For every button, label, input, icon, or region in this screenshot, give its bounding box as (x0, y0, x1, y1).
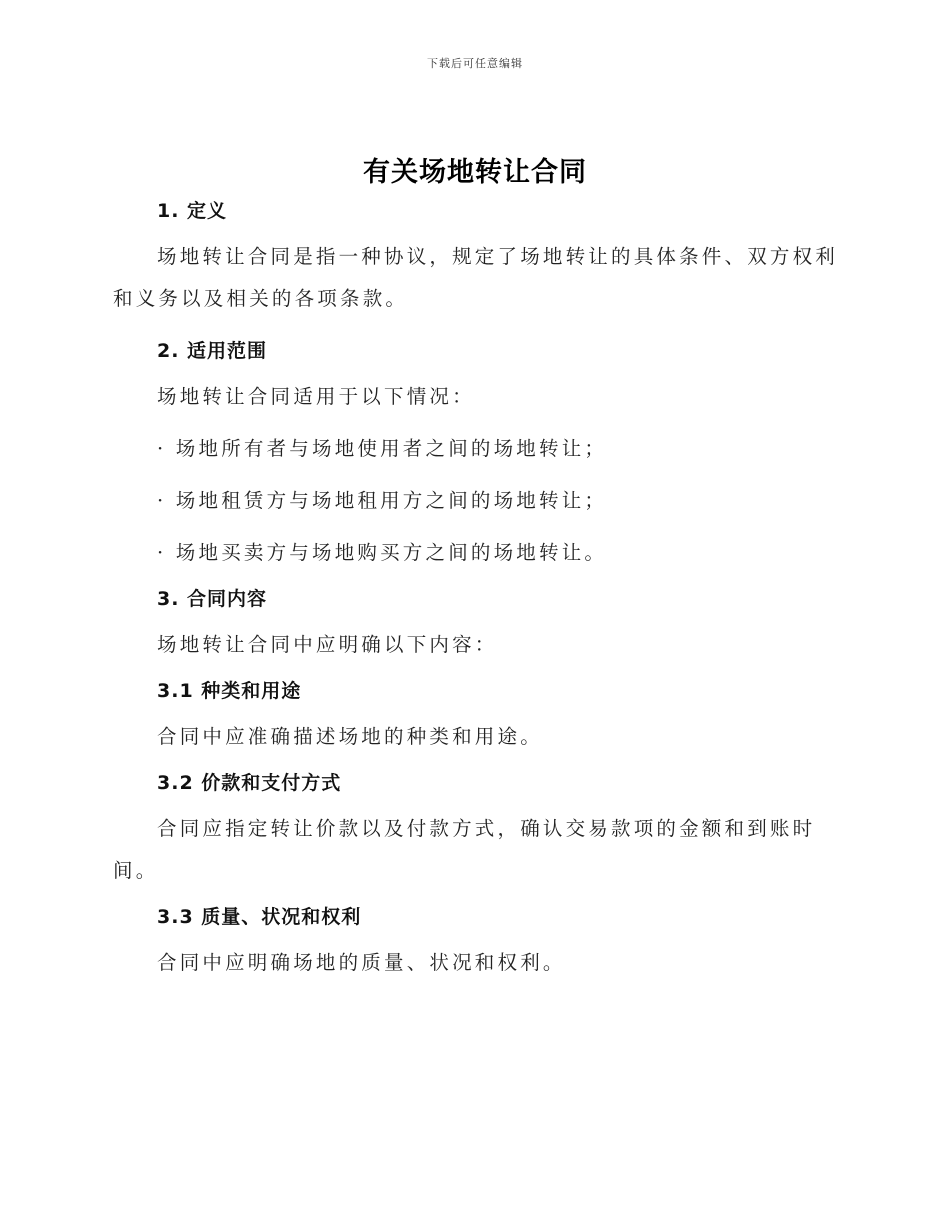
document-title: 有关场地转让合同 (363, 157, 587, 188)
section-heading-definition: 1. 定义 (157, 200, 228, 222)
bullet-item: · 场地买卖方与场地购买方之间的场地转让。 (157, 541, 608, 564)
paragraph: 场地转让合同适用于以下情况： (157, 385, 475, 408)
paragraph: 场地转让合同中应明确以下内容： (157, 633, 498, 656)
subsection-heading-type-usage: 3.1 种类和用途 (157, 680, 302, 702)
header-note: 下载后可任意编辑 (427, 57, 523, 70)
document-body (113, 196, 843, 984)
paragraph: 场地转让合同是指一种协议，规定了场地转让的具体条件、双方权利和义务以及相关的各项条款。 (113, 245, 839, 310)
bullet-item: · 场地所有者与场地使用者之间的场地转让； (157, 437, 608, 460)
paragraph: 合同中应准确描述场地的种类和用途。 (157, 725, 543, 748)
bullet-item: · 场地租赁方与场地租用方之间的场地转让； (157, 489, 608, 512)
paragraph: 合同应指定转让价款以及付款方式，确认交易款项的金额和到账时间。 (113, 817, 816, 882)
paragraph: 合同中应明确场地的质量、状况和权利。 (157, 951, 566, 974)
subsection-heading-quality-rights: 3.3 质量、状况和权利 (157, 906, 362, 928)
section-heading-contents: 3. 合同内容 (157, 588, 268, 610)
section-heading-scope: 2. 适用范围 (157, 340, 268, 362)
subsection-heading-price-payment: 3.2 价款和支付方式 (157, 772, 342, 794)
